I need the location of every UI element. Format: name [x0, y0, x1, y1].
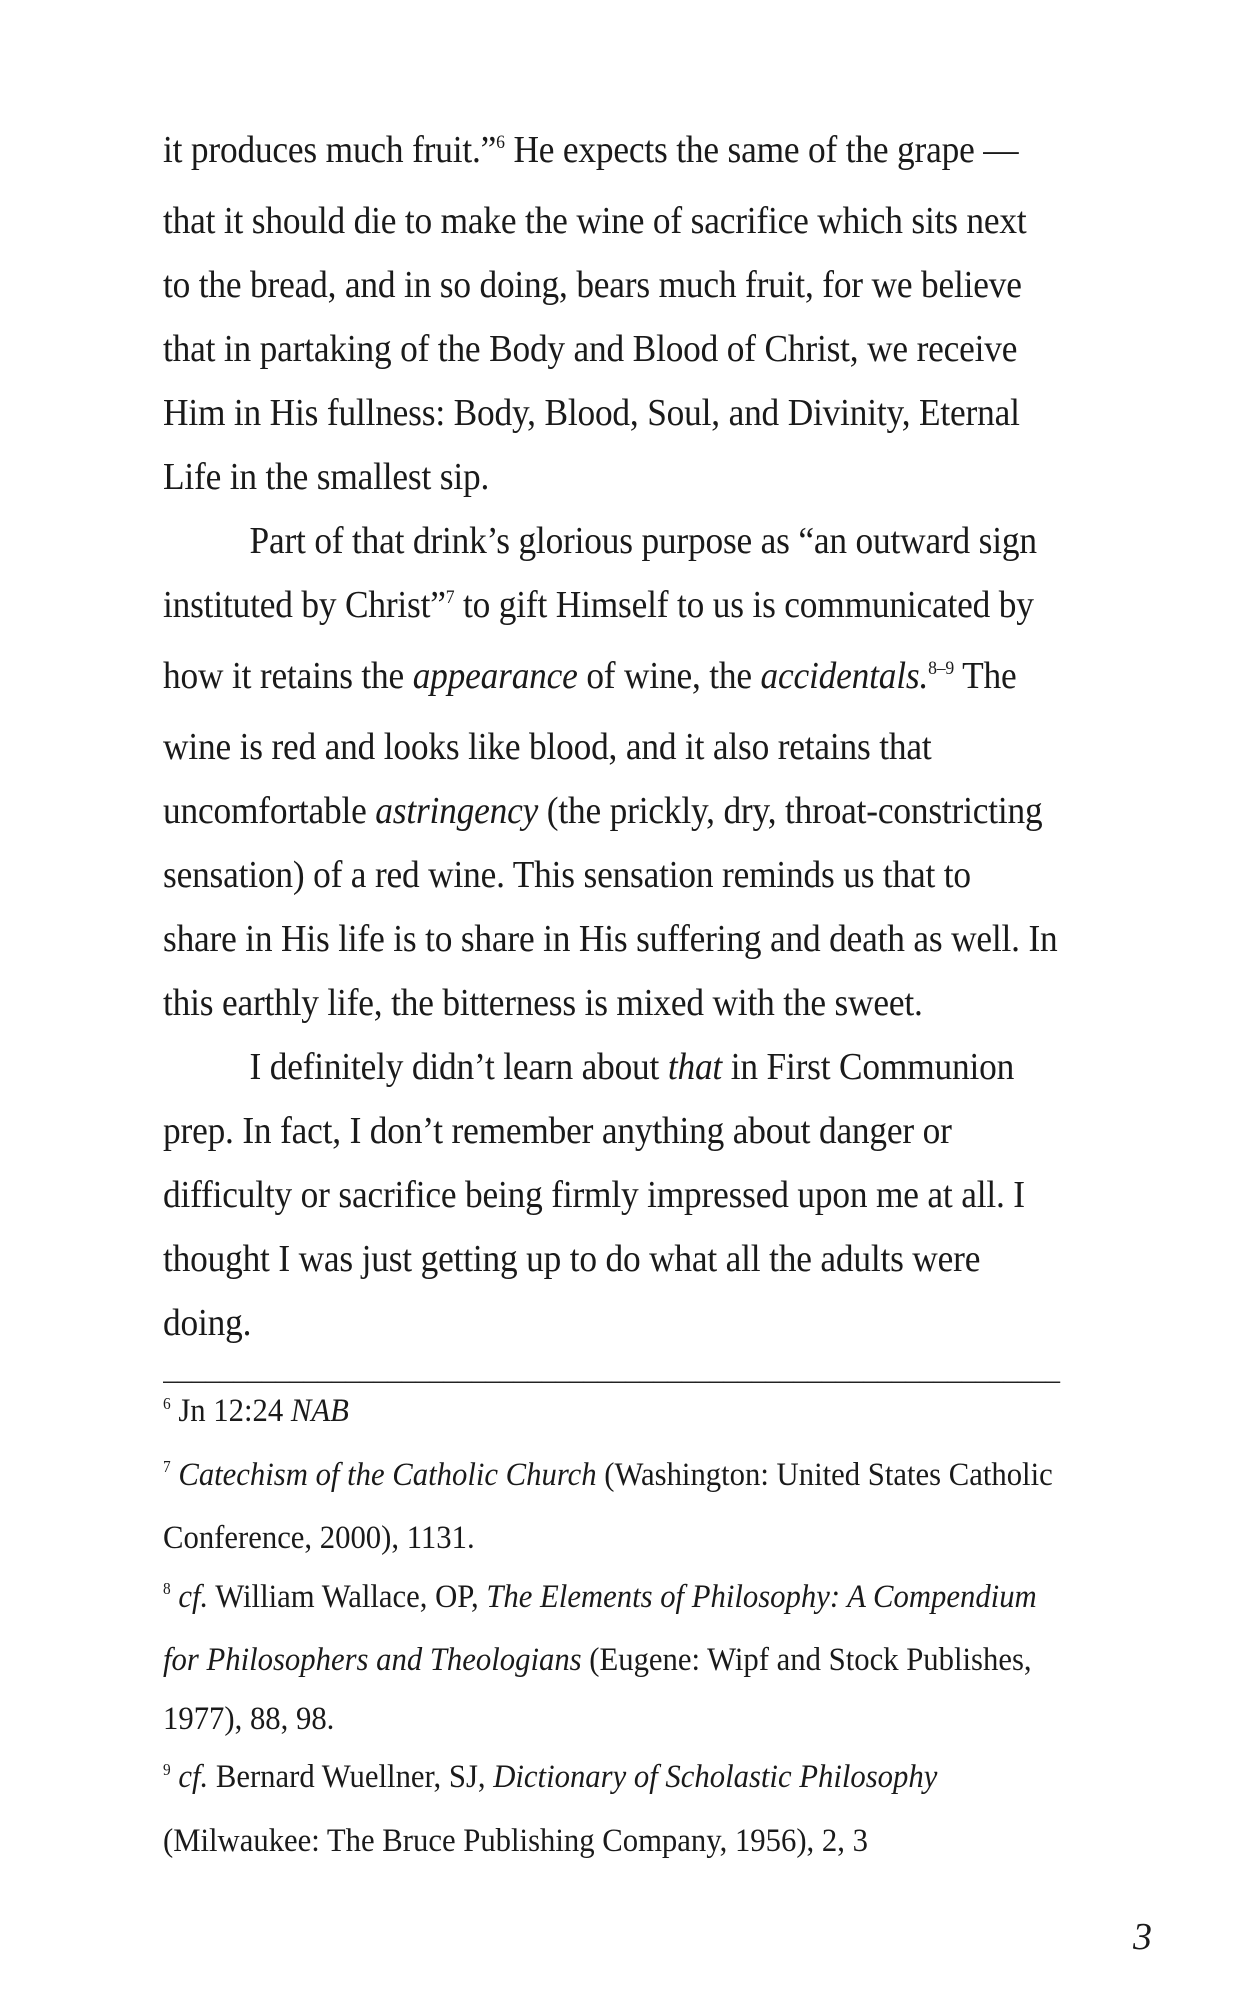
emphasis: Catechism of the Catholic Church: [178, 1456, 597, 1493]
footnote-line: [163, 1631, 1093, 1690]
text-run: [171, 1759, 179, 1795]
text-run: I definitely didn’t learn about: [249, 1046, 668, 1088]
text-line: [163, 118, 1093, 189]
text-run: wine is red and looks like blood, and it also retains that: [163, 726, 932, 768]
text-run: Bernard Wuellner, SJ,: [208, 1759, 494, 1795]
text-run: (Washington: United States Catholic: [596, 1456, 1053, 1493]
footnote-line: [163, 1509, 1093, 1568]
text-line: [163, 1035, 1093, 1099]
footnote-ref: 9: [163, 1759, 171, 1779]
paragraph-1: [163, 118, 1163, 509]
text-run: in First Communion: [722, 1046, 1015, 1088]
footnote-line: [163, 1382, 1093, 1446]
footnote-line: [163, 1446, 1093, 1510]
text-run: that it should die to make the wine of sacrifice which sits next: [163, 200, 1027, 242]
text-run: Jn 12:24: [170, 1393, 291, 1429]
text-line: [163, 445, 1093, 509]
footnote-line: [163, 1568, 1093, 1632]
emphasis: accidentals.: [760, 655, 929, 697]
paragraph-3: [163, 1035, 1163, 1355]
text-run: sensation) of a red wine. This sensation reminds us that to: [163, 854, 971, 896]
text-run: of wine, the: [577, 655, 761, 697]
text-line: [163, 843, 1093, 907]
emphasis: Dictionary of Scholastic Philosophy: [493, 1759, 938, 1795]
emphasis: cf.: [178, 1578, 209, 1615]
body-text: [163, 118, 1163, 1355]
emphasis: cf.: [178, 1759, 209, 1795]
text-line: [163, 1163, 1093, 1227]
text-line: [163, 189, 1093, 253]
text-run: it produces much fruit.”: [163, 129, 497, 171]
text-run: (the prickly, dry, throat-constricting: [538, 790, 1043, 832]
footnotes: [163, 1382, 1163, 1870]
text-run: uncomfortable: [163, 790, 376, 832]
text-line: [163, 907, 1093, 971]
text-line: [163, 1291, 1093, 1355]
text-run: The: [954, 655, 1017, 697]
text-run: to gift Himself to us is communicated by: [454, 584, 1034, 626]
text-line: [163, 779, 1093, 843]
text-run: (Eugene: Wipf and Stock Publishes,: [581, 1642, 1032, 1678]
footnote-ref: 8–9: [928, 657, 955, 679]
text-run: doing.: [163, 1302, 252, 1344]
text-run: thought I was just getting up to do what all the adults were: [163, 1238, 981, 1280]
text-run: share in His life is to share in His suffering and death as well. In: [163, 918, 1058, 960]
emphasis: that: [667, 1046, 723, 1088]
text-line: [163, 573, 1093, 644]
footnote-ref: 6: [163, 1393, 171, 1413]
emphasis: for Philosophers and Theologians: [163, 1642, 582, 1678]
text-line: [163, 644, 1093, 715]
footnote-ref: 6: [496, 131, 505, 153]
page-number: 3: [1133, 1916, 1152, 1958]
text-run: 1977), 88, 98.: [163, 1700, 335, 1737]
text-run: Him in His fullness: Body, Blood, Soul, and Divinity, Eternal: [163, 392, 1020, 434]
text-run: William Wallace, OP,: [208, 1578, 487, 1615]
emphasis: The Elements of Philosophy: A Compendium: [486, 1578, 1037, 1615]
text-run: difficulty or sacrifice being firmly impressed upon me at all. I: [163, 1174, 1025, 1216]
footnote-line: [163, 1690, 1093, 1749]
text-run: to the bread, and in so doing, bears much fruit, for we believe: [163, 264, 1022, 306]
text-run: [171, 1457, 179, 1493]
text-run: that in partaking of the Body and Blood of Christ, we receive: [163, 328, 1018, 370]
emphasis: appearance: [412, 655, 578, 697]
text-run: Part of that drink’s glorious purpose as “an outward sign: [249, 520, 1037, 562]
text-line: [163, 381, 1093, 445]
emphasis: astringency: [375, 790, 539, 832]
text-line: [163, 1099, 1093, 1163]
text-run: Conference, 2000), 1131.: [163, 1520, 475, 1556]
footnote-ref: 7: [445, 586, 455, 608]
text-line: [163, 509, 1093, 573]
text-run: how it retains the: [163, 655, 413, 697]
text-run: prep. In fact, I don’t remember anything about danger or: [163, 1110, 952, 1152]
footnote-line: [163, 1812, 1093, 1871]
text-line: [163, 971, 1093, 1035]
text-line: [163, 317, 1093, 381]
text-run: He expects the same of the grape ―: [504, 129, 1019, 171]
text-run: this earthly life, the bitterness is mixed with the sweet.: [163, 982, 923, 1024]
text-run: Life in the smallest sip.: [163, 456, 490, 498]
footnote-line: [163, 1748, 1093, 1812]
text-run: (Milwaukee: The Bruce Publishing Company, 1956), 2, 3: [163, 1822, 868, 1859]
paragraph-2: [163, 509, 1163, 1035]
text-run: [171, 1579, 179, 1615]
emphasis: NAB: [290, 1393, 349, 1429]
footnote-ref: 8: [163, 1579, 171, 1599]
text-run: instituted by Christ”: [163, 584, 446, 626]
text-line: [163, 253, 1093, 317]
footnote-ref: 7: [163, 1457, 171, 1477]
text-line: [163, 715, 1093, 779]
text-line: [163, 1227, 1093, 1291]
footnote-separator: ________________________________________________________________: [163, 1355, 1059, 1385]
